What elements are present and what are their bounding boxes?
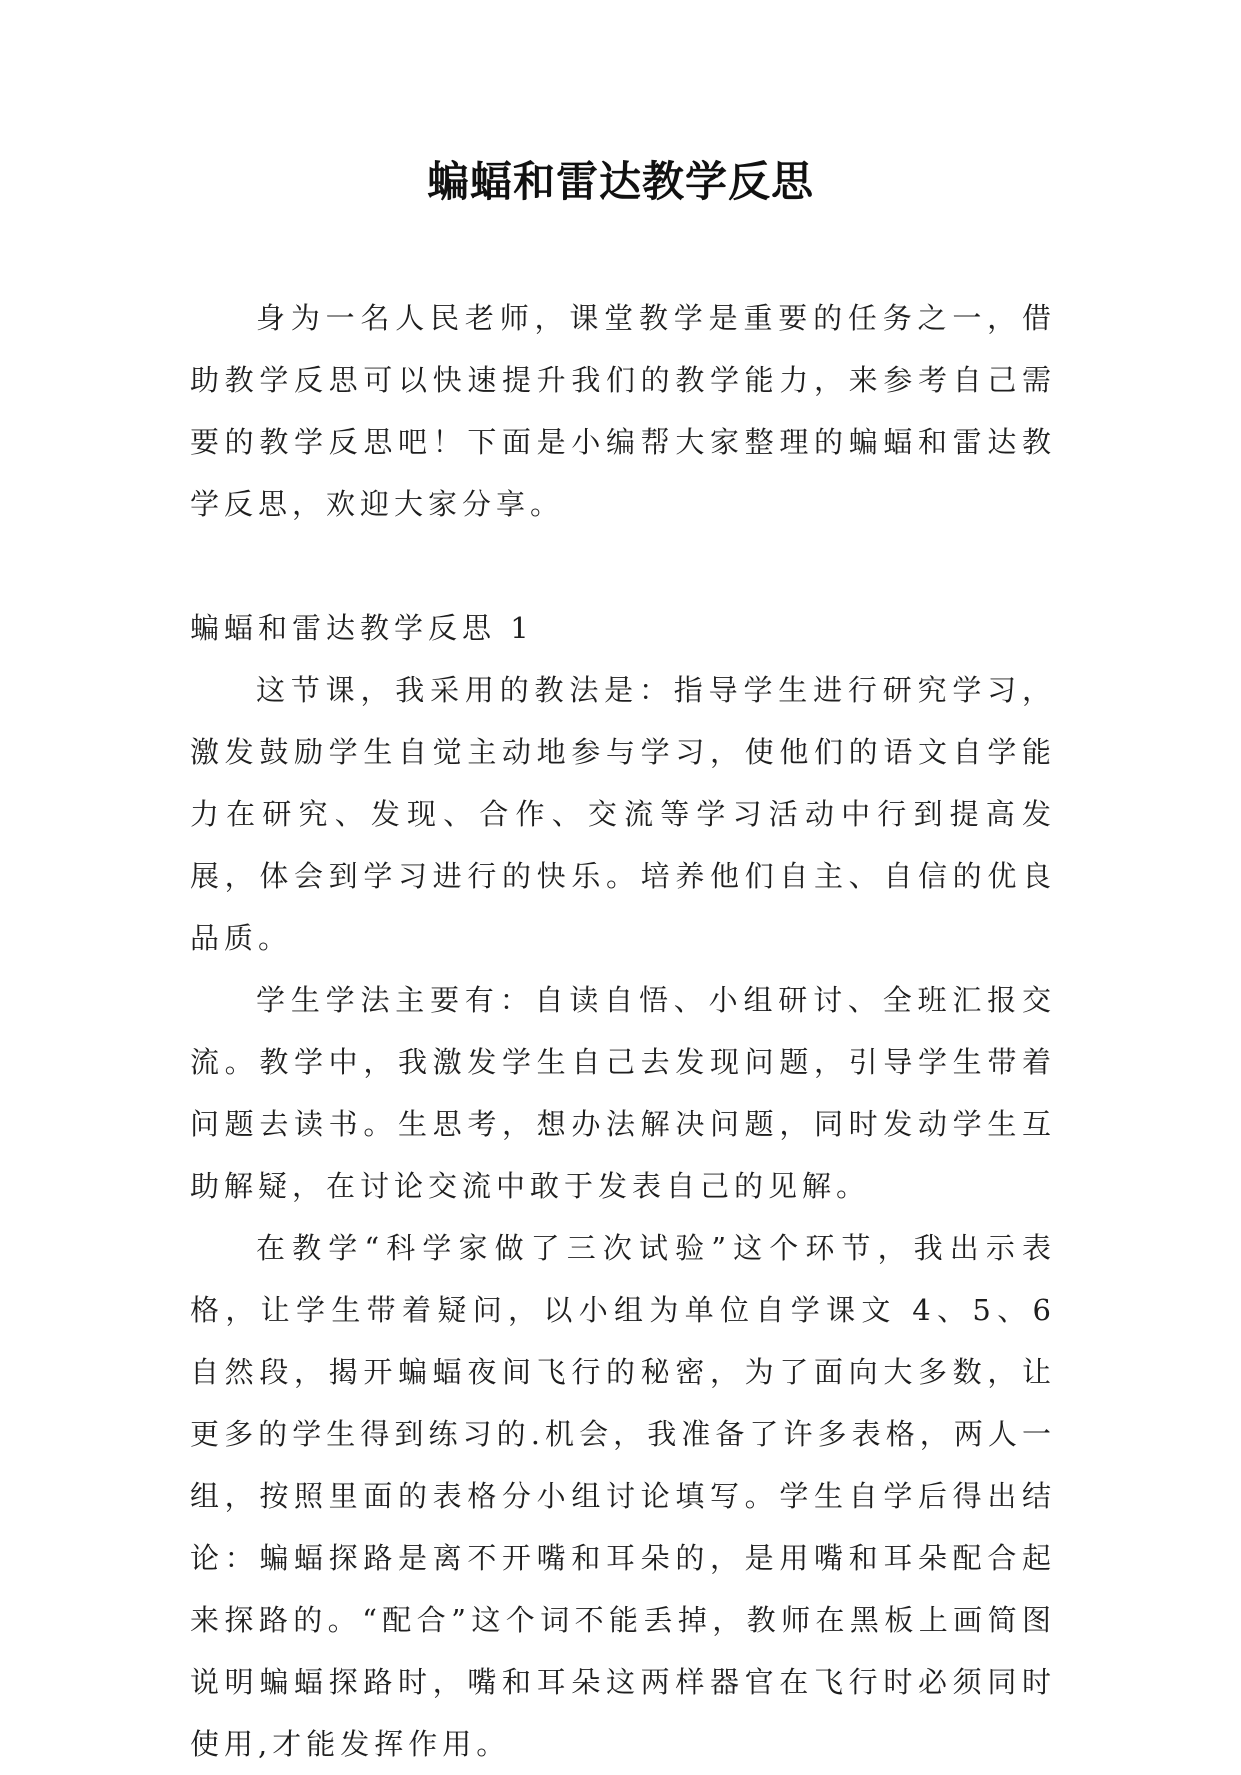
body-paragraph-2: 学生学法主要有：自读自悟、小组研讨、全班汇报交流。教学中，我激发学生自己去发现问题，引导学生带着问题去读书。生思考，想办法解决问题，同时发动学生互助解疑，在讨论交流中敢于发表自己的见解。 (190, 983, 1056, 1203)
section-heading: 蝙蝠和雷达教学反思 1 (190, 611, 534, 645)
intro-paragraph: 身为一名人民老师，课堂教学是重要的任务之一，借助教学反思可以快速提升我们的教学能力，来参考自己需要的教学反思吧！下面是小编帮大家整理的蝙蝠和雷达教学反思，欢迎大家分享。 (190, 301, 1056, 521)
body-paragraph-1: 这节课，我采用的教法是：指导学生进行研究学习，激发鼓励学生自觉主动地参与学习，使他们的语文自学能力在研究、发现、合作、交流等学习活动中行到提高发展，体会到学习进行的快乐。培养他们自主、自信的优良品质。 (190, 673, 1056, 955)
document-body (190, 287, 1056, 1775)
body-paragraph-3: 在教学“科学家做了三次试验”这个环节，我出示表格，让学生带着疑问，以小组为单位自学课文 4、5、6 自然段，揭开蝙蝠夜间飞行的秘密，为了面向大多数，让更多的学生得到练习的.机会，我准备了许多表格，两人一组，按照里面的表格分小组讨论填写。学生自学后得出结论：蝙蝠探路是离不开嘴和耳朵的，是用嘴和耳朵配合起来探路的。“配合”这个词不能丢掉，教师在黑板上画简图说明蝙蝠探路时，嘴和耳朵这两样器官在飞行时必须同时使用,才能发挥作用。 (190, 1231, 1056, 1761)
paragraph-spacer (190, 535, 1056, 597)
document-title: 蝙蝠和雷达教学反思 (426, 157, 814, 206)
